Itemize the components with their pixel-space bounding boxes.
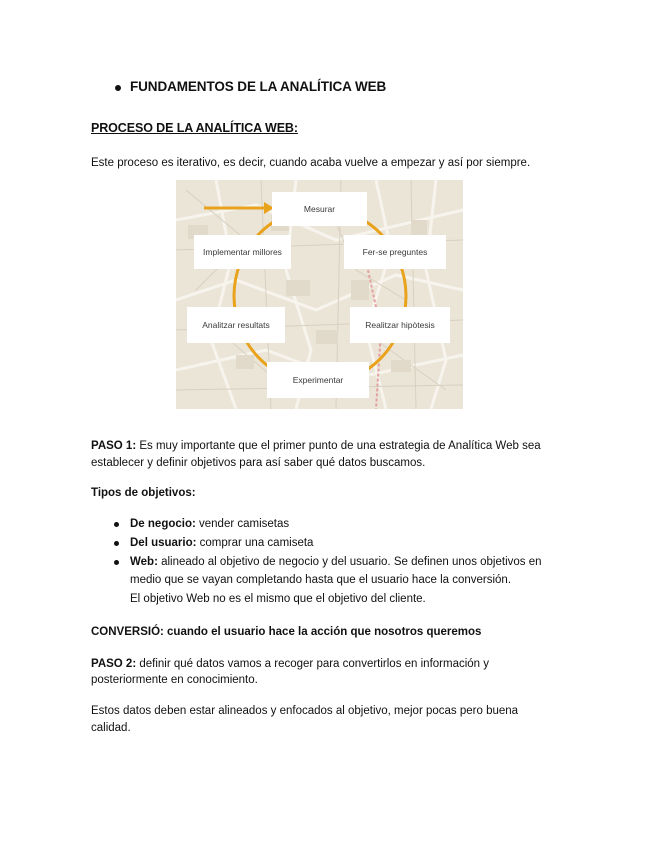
objetivo-web: Web: alineado al objetivo de negocio y del usuario. Se definen unos objetivos en: [130, 556, 542, 568]
step-mesurar: Mesurar: [272, 192, 367, 226]
paso1-line2: establecer y definir objetivos para así saber qué datos buscamos.: [91, 457, 426, 469]
process-cycle-diagram: [176, 180, 463, 409]
section-heading: PROCESO DE LA ANALÍTICA WEB:: [91, 121, 298, 135]
datos-line2: calidad.: [91, 722, 131, 734]
datos-line1: Estos datos deben estar alineados y enfocados al objetivo, mejor pocas pero buena: [91, 705, 519, 717]
list-bullet: [114, 541, 119, 546]
page-title: FUNDAMENTOS DE LA ANALÍTICA WEB: [130, 79, 387, 94]
intro-text: Este proceso es iterativo, es decir, cuando acaba vuelve a empezar y así por siempre.: [91, 157, 531, 169]
objetivo-usuario: Del usuario: comprar una camiseta: [130, 537, 314, 549]
tipos-heading: Tipos de objetivos:: [91, 487, 196, 499]
step-realitzar-hipotesis: Realitzar hipòtesis: [350, 307, 450, 343]
step-experimentar: Experimentar: [267, 362, 369, 398]
paso2-line2: posteriormente en conocimiento.: [91, 674, 258, 686]
objetivo-negocio: De negocio: vender camisetas: [130, 518, 290, 530]
conversio-definition: CONVERSIÓ: cuando el usuario hace la acción que nosotros queremos: [91, 626, 482, 638]
list-bullet: [114, 522, 119, 527]
step-analitzar-resultats: Analitzar resultats: [187, 307, 285, 343]
paso1-line1: PASO 1: Es muy importante que el primer punto de una estrategia de Analítica Web sea: [91, 440, 541, 452]
list-bullet: [114, 560, 119, 565]
title-bullet: [115, 85, 121, 91]
step-implementar-millores: Implementar millores: [194, 235, 291, 269]
objetivo-web-cont2: El objetivo Web no es el mismo que el objetivo del cliente.: [130, 593, 426, 605]
paso2-line1: PASO 2: definir qué datos vamos a recoger para convertirlos en información y: [91, 658, 490, 670]
step-fer-se-preguntes: Fer-se preguntes: [344, 235, 446, 269]
objetivo-web-cont1: medio que se vayan completando hasta que el usuario hace la conversión.: [130, 574, 512, 586]
